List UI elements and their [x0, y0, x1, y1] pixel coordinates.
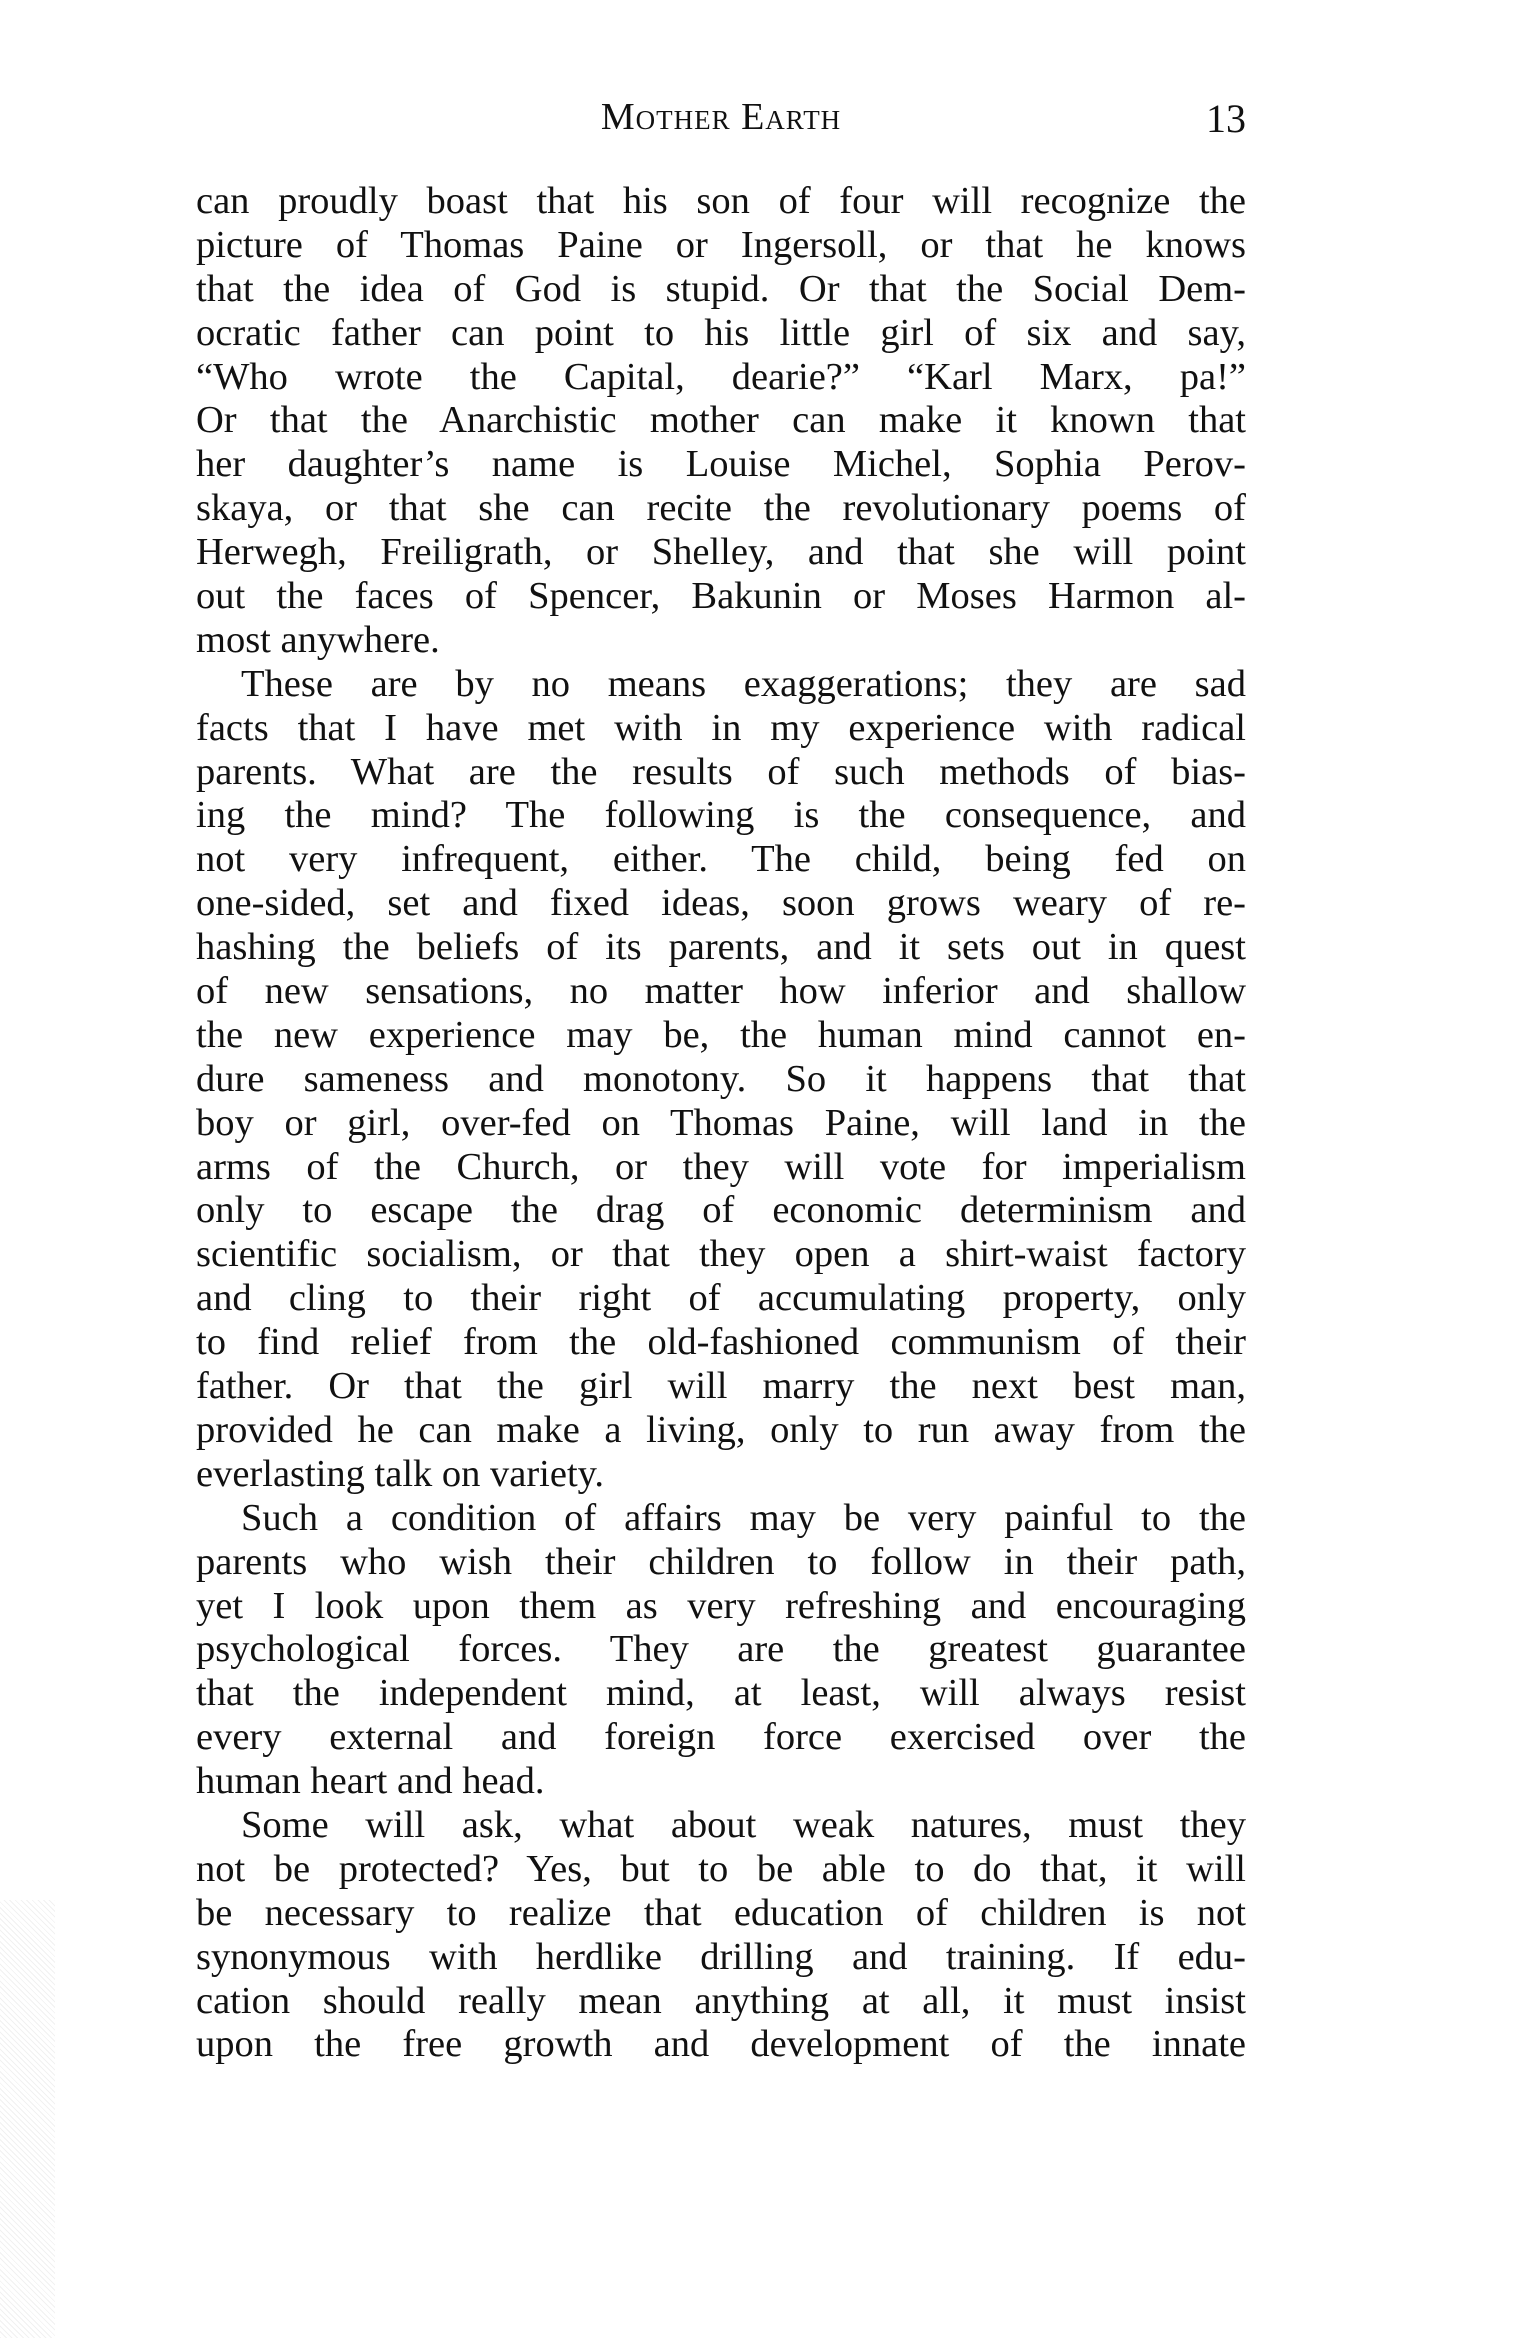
- text-line: picture of Thomas Paine or Ingersoll, or that he knows: [196, 223, 1246, 266]
- text-line: the new experience may be, the human mind cannot en-: [196, 1013, 1246, 1056]
- text-line: provided he can make a living, only to run away from the: [196, 1408, 1246, 1451]
- scan-edge-texture: [0, 1900, 55, 2338]
- text-line: to find relief from the old-fashioned communism of their: [196, 1321, 1246, 1364]
- text-line: that the independent mind, at least, will always resist: [196, 1672, 1246, 1715]
- text-line: parents. What are the results of such methods of bias-: [196, 750, 1246, 793]
- body-text: [196, 180, 1246, 2067]
- text-line: boy or girl, over-fed on Thomas Paine, will land in the: [196, 1101, 1246, 1144]
- text-line: human heart and head.: [196, 1760, 545, 1803]
- text-line: can proudly boast that his son of four will recognize the: [196, 180, 1246, 222]
- text-line: every external and foreign force exercised over the: [196, 1716, 1246, 1759]
- text-line: synonymous with herdlike drilling and training. If edu-: [196, 1935, 1246, 1978]
- text-line: These are by no means exaggerations; they are sad: [241, 662, 1246, 705]
- page-header: [196, 95, 1246, 155]
- page-number: 13: [1206, 96, 1246, 141]
- text-line: Or that the Anarchistic mother can make it known that: [196, 399, 1246, 442]
- text-line: hashing the beliefs of its parents, and it sets out in quest: [196, 926, 1246, 969]
- text-line: everlasting talk on variety.: [196, 1452, 605, 1495]
- text-line: not be protected? Yes, but to be able to do that, it will: [196, 1847, 1246, 1890]
- text-line: Such a condition of affairs may be very painful to the: [241, 1496, 1246, 1539]
- text-line: scientific socialism, or that they open a shirt-waist factory: [196, 1233, 1246, 1276]
- paragraph-3: [196, 1497, 1246, 1804]
- text-line: be necessary to realize that education of children is not: [196, 1891, 1246, 1934]
- text-line: cation should really mean anything at all, it must insist: [196, 1979, 1246, 2022]
- text-line: not very infrequent, either. The child, being fed on: [196, 838, 1246, 881]
- running-title: Mother Earth: [600, 96, 842, 138]
- text-line: psychological forces. They are the greatest guarantee: [196, 1628, 1246, 1671]
- text-line: and cling to their right of accumulating property, only: [196, 1277, 1246, 1320]
- text-line: “Who wrote the Capital, dearie?” “Karl Marx, pa!”: [196, 355, 1246, 398]
- text-line: yet I look upon them as very refreshing and encouraging: [196, 1584, 1246, 1627]
- paragraph-1: [196, 180, 1246, 663]
- text-line: skaya, or that she can recite the revolutionary poems of: [196, 487, 1246, 530]
- text-line: most anywhere.: [196, 618, 440, 661]
- text-line: ing the mind? The following is the consequence, and: [196, 794, 1246, 837]
- text-line: her daughter’s name is Louise Michel, Sophia Perov-: [196, 443, 1246, 486]
- text-line: dure sameness and monotony. So it happens that that: [196, 1057, 1246, 1100]
- text-line: Herwegh, Freiligrath, or Shelley, and that she will point: [196, 531, 1246, 574]
- paragraph-4: [196, 1804, 1246, 2067]
- text-line: one-sided, set and fixed ideas, soon grows weary of re-: [196, 882, 1246, 925]
- text-line: of new sensations, no matter how inferior and shallow: [196, 970, 1246, 1013]
- text-line: that the idea of God is stupid. Or that the Social Dem-: [196, 267, 1246, 310]
- text-line: facts that I have met with in my experience with radical: [196, 706, 1246, 749]
- text-line: father. Or that the girl will marry the next best man,: [196, 1365, 1246, 1408]
- text-line: Some will ask, what about weak natures, must they: [241, 1803, 1246, 1846]
- text-line: only to escape the drag of economic determinism and: [196, 1189, 1246, 1232]
- text-line: ocratic father can point to his little girl of six and say,: [196, 311, 1246, 354]
- text-line: upon the free growth and development of the innate: [196, 2023, 1246, 2066]
- text-line: arms of the Church, or they will vote for imperialism: [196, 1145, 1246, 1188]
- text-line: parents who wish their children to follow in their path,: [196, 1540, 1246, 1583]
- text-line: out the faces of Spencer, Bakunin or Moses Harmon al-: [196, 575, 1246, 618]
- paragraph-2: [196, 663, 1246, 1497]
